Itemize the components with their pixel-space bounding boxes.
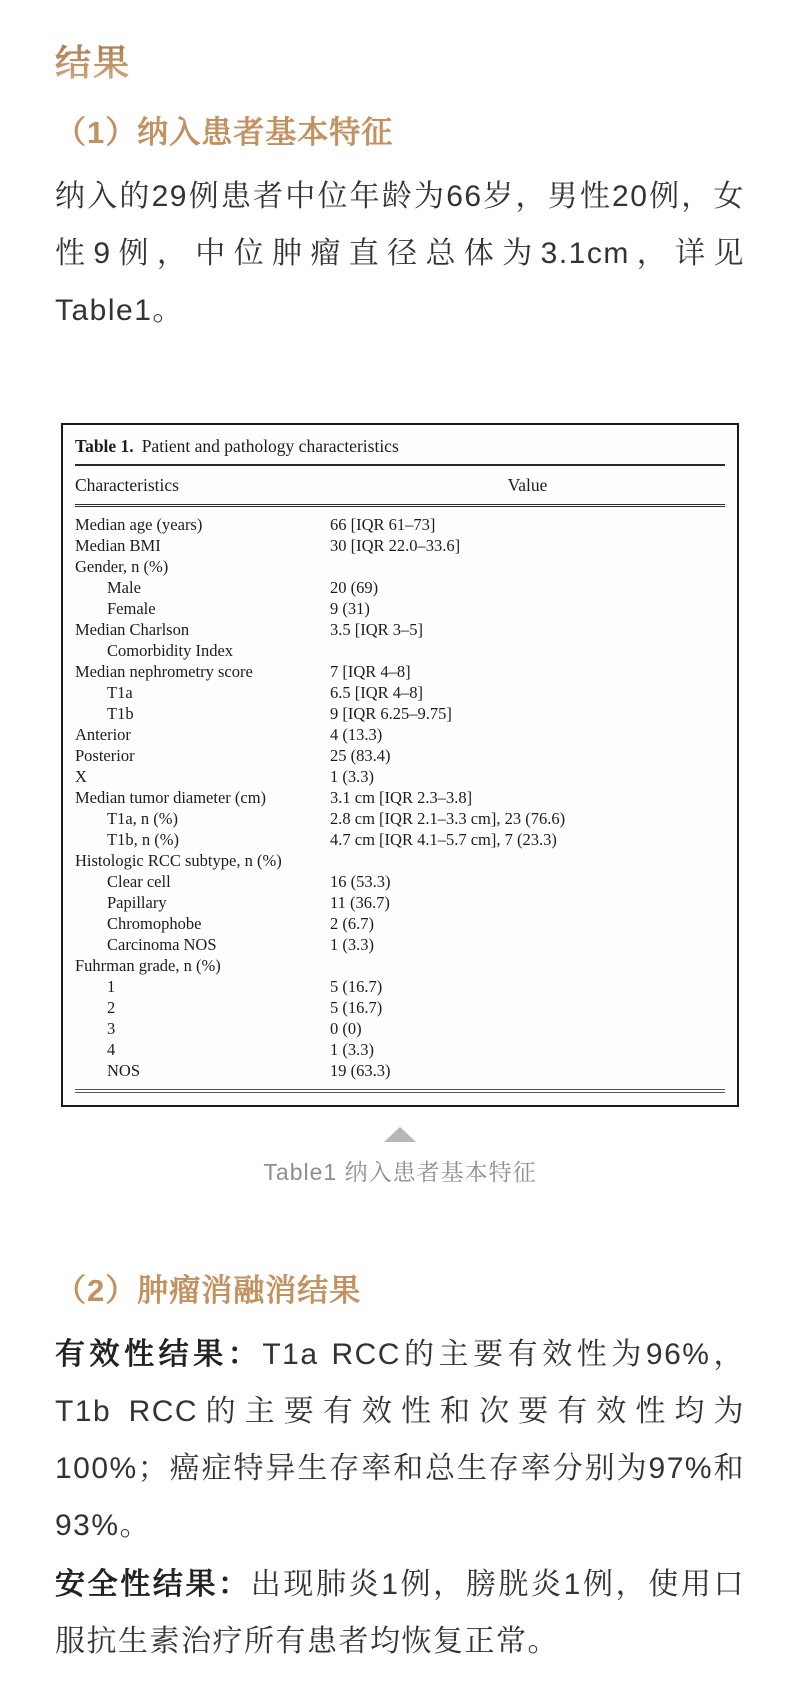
table-row	[75, 724, 725, 745]
table-row-value: 2.8 cm [IQR 2.1–3.3 cm], 23 (76.6)	[330, 809, 566, 828]
table1-caption: Table1 纳入患者基本特征	[263, 1159, 537, 1185]
table-row	[75, 871, 725, 892]
table-row-value: 3.5 [IQR 3–5]	[330, 620, 424, 639]
table-row	[75, 829, 725, 850]
table-row	[75, 976, 725, 997]
table-row	[75, 1018, 725, 1039]
table-row	[75, 703, 725, 724]
section2-efficacy-paragraph	[55, 1326, 745, 1554]
table-row-value: 3.1 cm [IQR 2.3–3.8]	[330, 788, 473, 807]
table-row-label: Comorbidity Index	[107, 641, 234, 660]
table-row-label: Gender, n (%)	[75, 557, 169, 576]
table-row-value: 2 (6.7)	[330, 914, 374, 933]
section2-safety-paragraph	[55, 1556, 745, 1670]
table-row	[75, 661, 725, 682]
table-row-value: 30 [IQR 22.0–33.6]	[330, 536, 461, 555]
table-row	[75, 913, 725, 934]
table-row-value: 1 (3.3)	[330, 767, 374, 786]
table-row-label: T1a	[107, 683, 133, 702]
table-row-label: Fuhrman grade, n (%)	[75, 956, 221, 975]
table-row	[75, 934, 725, 955]
table-row	[75, 598, 725, 619]
table-row-label: Female	[107, 599, 156, 618]
table-row	[75, 514, 725, 535]
table1-figure	[61, 423, 739, 1188]
table-row-value: 9 (31)	[330, 599, 370, 618]
table-row-label: Clear cell	[107, 872, 171, 891]
table-row-label: 2	[107, 998, 116, 1017]
table-row	[75, 955, 725, 976]
table-row-value: 0 (0)	[330, 1019, 362, 1038]
efficacy-result-label: 有效性结果：	[55, 1338, 263, 1371]
table-row-label: Median tumor diameter (cm)	[75, 788, 267, 807]
table-row-value: 66 [IQR 61–73]	[330, 515, 436, 534]
table1-title-text: Patient and pathology characteristics	[141, 436, 399, 456]
efficacy-result-text: T1a RCC的主要有效性为96%，T1b RCC的主要有效性和次要有效性均为100%；癌症特异生存率和总生存率分别为97%和93%。	[55, 1338, 746, 1542]
table-row-label: Median age (years)	[75, 515, 203, 534]
table-row-value: 11 (36.7)	[330, 893, 390, 912]
table-row-label: T1a, n (%)	[107, 809, 179, 828]
table-row-value: 4 (13.3)	[330, 725, 383, 744]
table1-rows	[75, 507, 725, 1081]
table1-scan-image	[61, 423, 739, 1107]
table-row-label: Median BMI	[75, 536, 161, 555]
caption-arrow-up-icon	[384, 1127, 416, 1142]
table-row	[75, 682, 725, 703]
column-header-characteristics: Characteristics	[75, 475, 179, 495]
table-row-label: Median Charlson	[75, 620, 190, 639]
table-row-value: 7 [IQR 4–8]	[330, 662, 411, 681]
table-row	[75, 892, 725, 913]
table-row-label: Histologic RCC subtype, n (%)	[75, 851, 282, 870]
table-row	[75, 997, 725, 1018]
table-row-label: X	[75, 767, 87, 786]
table-row	[75, 556, 725, 577]
table-row-label: 4	[107, 1040, 116, 1059]
table-row-value: 1 (3.3)	[330, 935, 374, 954]
section1-paragraph: 纳入的29例患者中位年龄为66岁，男性20例，女性9例，中位肿瘤直径总体为3.1cm，详见Table1。	[55, 180, 745, 327]
table-row-label: Median nephrometry score	[75, 662, 253, 681]
table-row-label: Anterior	[75, 725, 131, 744]
table-row-value: 1 (3.3)	[330, 1040, 374, 1059]
table-row	[75, 1060, 725, 1081]
safety-result-text: 出现肺炎1例，膀胱炎1例，使用口服抗生素治疗所有患者均恢复正常。	[55, 1568, 745, 1658]
table-row-value: 16 (53.3)	[330, 872, 391, 891]
table-row-value: 6.5 [IQR 4–8]	[330, 683, 424, 702]
table-row-value	[330, 556, 725, 577]
table-row-label: Carcinoma NOS	[107, 935, 217, 954]
table1-bottom-rule	[75, 1089, 725, 1093]
table-row	[75, 745, 725, 766]
section1-heading: （1）纳入患者基本特征	[55, 115, 394, 150]
column-header-value: Value	[507, 475, 548, 495]
table-row-value	[330, 955, 725, 976]
table-row	[75, 808, 725, 829]
table-row-label: Male	[107, 578, 141, 597]
table-row-label: T1b	[107, 704, 134, 723]
table-row	[75, 850, 725, 871]
table-row-value: 9 [IQR 6.25–9.75]	[330, 704, 452, 723]
table-row-value: 19 (63.3)	[330, 1061, 391, 1080]
table-row	[75, 766, 725, 787]
table-row-label: Posterior	[75, 746, 135, 765]
table-row-value	[330, 850, 725, 871]
table-row-value: 25 (83.4)	[330, 746, 391, 765]
table-row	[75, 640, 725, 661]
table-row-value: 4.7 cm [IQR 4.1–5.7 cm], 7 (23.3)	[330, 830, 557, 849]
section2-heading: （2）肿瘤消融消结果	[55, 1273, 362, 1308]
table-row-value: 5 (16.7)	[330, 998, 383, 1017]
page-title: 结果	[55, 42, 745, 84]
table-row-label: 1	[107, 977, 116, 996]
table1-header-row	[75, 466, 725, 507]
table-row-label: NOS	[107, 1061, 141, 1080]
table1-title-label: Table 1.	[75, 436, 134, 456]
table-row	[75, 787, 725, 808]
table1-title	[75, 433, 725, 466]
table-row	[75, 619, 725, 640]
table-row-label: Papillary	[107, 893, 167, 912]
table-row-label: Chromophobe	[107, 914, 202, 933]
table-row-label: 3	[107, 1019, 116, 1038]
table-row-value: 5 (16.7)	[330, 977, 383, 996]
table-row-value: 20 (69)	[330, 578, 379, 597]
table-row	[75, 577, 725, 598]
table-row	[75, 535, 725, 556]
table-row-value	[330, 640, 725, 661]
table-row	[75, 1039, 725, 1060]
table-row-label: T1b, n (%)	[107, 830, 179, 849]
safety-result-label: 安全性结果：	[55, 1568, 251, 1601]
